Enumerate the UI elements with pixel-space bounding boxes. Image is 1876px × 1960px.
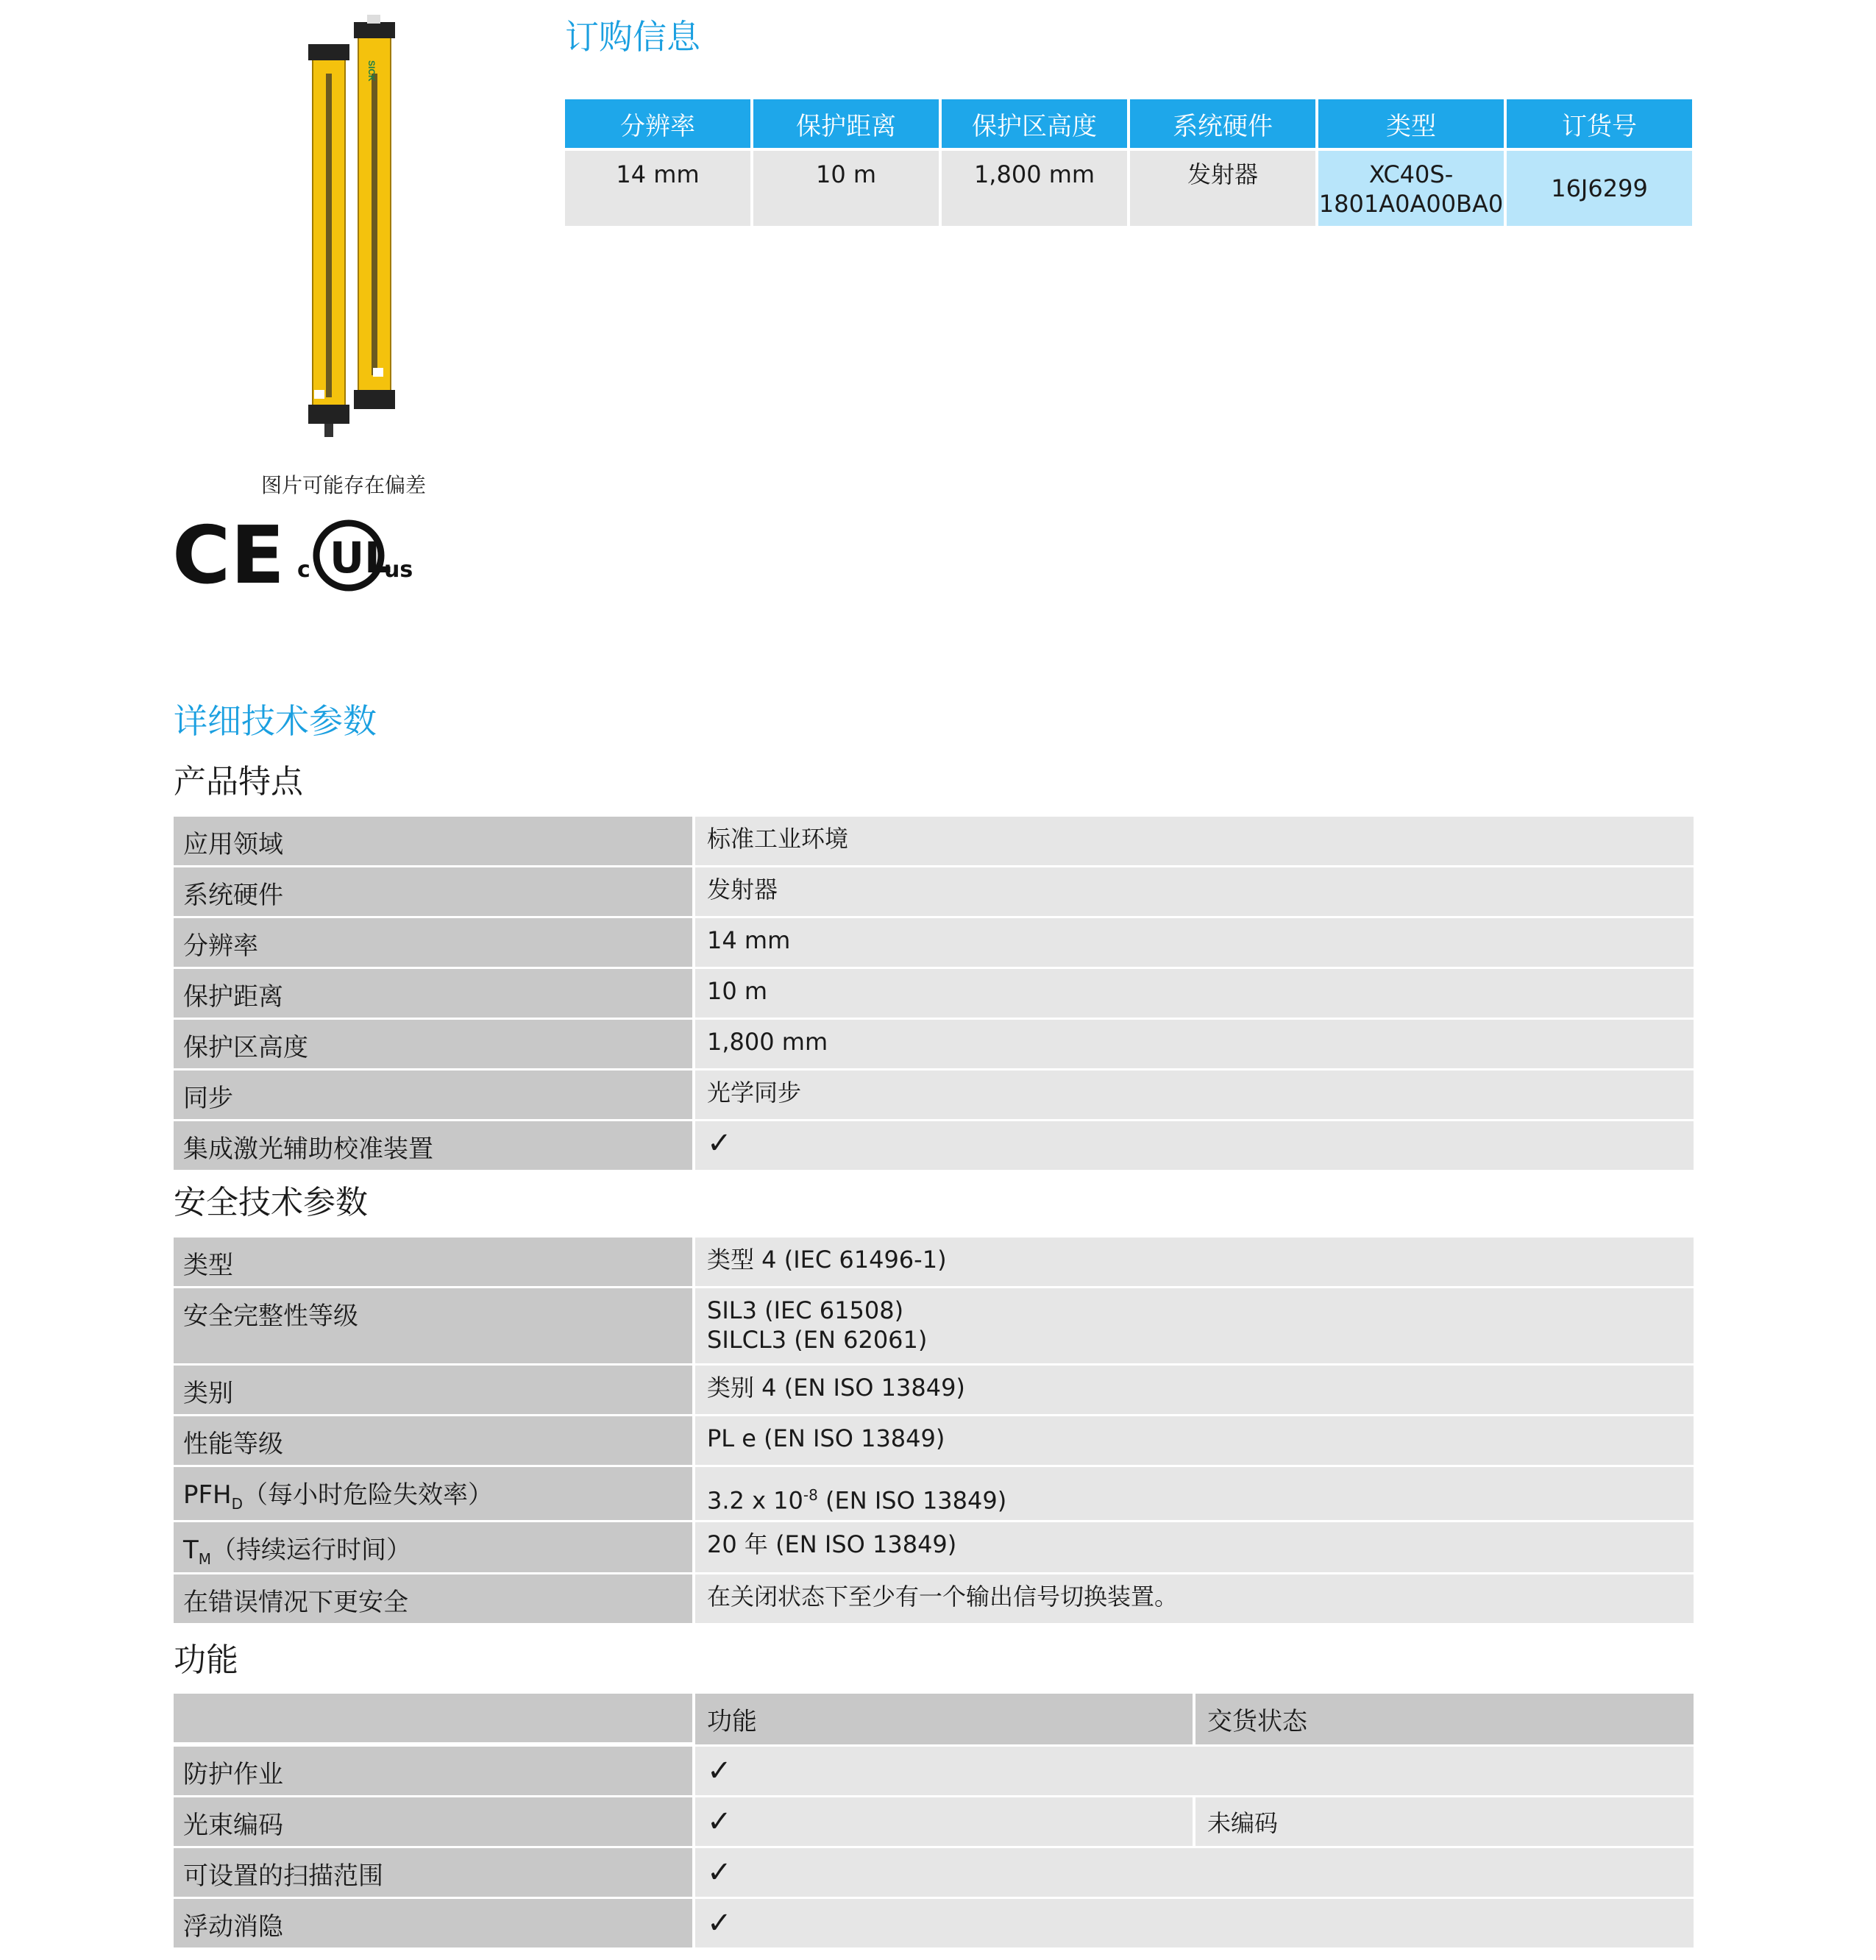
image-caption: 图片可能存在偏差 [261, 473, 427, 497]
features-title: 产品特点 [174, 763, 303, 800]
details-title: 详细技术参数 [174, 701, 377, 741]
table-row [174, 1238, 1694, 1286]
spec-label: PFH [183, 1480, 232, 1510]
order-header-hardware: 系统硬件 [1130, 99, 1315, 148]
order-header-type: 类型 [1318, 99, 1504, 148]
table-header-row [174, 1694, 1694, 1744]
delivery-state [1193, 1899, 1694, 1947]
brand-label: SICK [366, 60, 377, 82]
order-cell-hardware: 发射器 [1130, 151, 1315, 226]
spec-value: 10 m [695, 969, 1694, 1018]
check-icon: ✓ [707, 1126, 732, 1160]
order-cell-height: 1,800 mm [942, 151, 1127, 226]
table-row [174, 867, 1694, 916]
function-label: 光束编码 [174, 1797, 692, 1846]
product-image [291, 15, 423, 441]
spec-value: 在关闭状态下至少有一个输出信号切换装置。 [695, 1574, 1694, 1623]
spec-label: 性能等级 [174, 1416, 692, 1465]
order-header-range: 保护距离 [753, 99, 939, 148]
table-row [174, 1848, 1694, 1897]
delivery-state [1193, 1747, 1694, 1795]
ce-mark: CE [172, 515, 285, 596]
spec-label: 安全完整性等级 [174, 1288, 692, 1363]
table-row [174, 1747, 1694, 1795]
spec-value: 光学同步 [695, 1070, 1694, 1119]
spec-value: 标准工业环境 [695, 817, 1694, 865]
safety-title: 安全技术参数 [174, 1184, 368, 1221]
table-row [174, 969, 1694, 1018]
check-icon: ✓ [707, 1754, 732, 1788]
table-row [174, 1522, 1694, 1572]
order-cell-resolution: 14 mm [565, 151, 750, 226]
features-table [174, 817, 1694, 1172]
safety-table [174, 1238, 1694, 1625]
functions-title: 功能 [174, 1641, 238, 1679]
spec-label: 应用领域 [174, 817, 692, 865]
spec-value: SILCL3 (EN 62061) [707, 1326, 928, 1354]
check-icon: ✓ [707, 1906, 732, 1940]
spec-value: SIL3 (IEC 61508) [707, 1296, 904, 1324]
spec-label: 保护区高度 [174, 1020, 692, 1068]
delivery-state [1193, 1848, 1694, 1897]
spec-label: 分辨率 [174, 918, 692, 967]
spec-label: 保护距离 [174, 969, 692, 1018]
spec-label-sub: D [231, 1494, 244, 1513]
order-cell-type: XC40S- 1801A0A00BA0 [1318, 151, 1504, 226]
spec-value: 20 年 (EN ISO 13849) [695, 1522, 1694, 1572]
spec-value: 发射器 [695, 867, 1694, 916]
function-label: 防护作业 [174, 1747, 692, 1795]
table-row [174, 1366, 1694, 1414]
spec-label: T [183, 1535, 199, 1565]
spec-value: 类型 4 (IEC 61496-1) [695, 1238, 1694, 1286]
spec-label-rest: （每小时危险失效率） [243, 1480, 494, 1510]
table-row [174, 1070, 1694, 1119]
functions-table [174, 1694, 1694, 1950]
spec-label-sub: M [198, 1549, 212, 1568]
order-header-height: 保护区高度 [942, 99, 1127, 148]
check-icon: ✓ [707, 1856, 732, 1889]
spec-label: 类别 [174, 1366, 692, 1414]
ul-mark: UL [330, 533, 392, 583]
order-header-resolution: 分辨率 [565, 99, 750, 148]
ordering-table [565, 99, 1694, 226]
ordering-title: 订购信息 [565, 17, 700, 57]
function-label: 浮动消隐 [174, 1899, 692, 1947]
spec-value: 3.2 x 10 [707, 1486, 803, 1515]
table-row [174, 817, 1694, 865]
spec-label: 类型 [174, 1238, 692, 1286]
table-row [174, 1288, 1694, 1363]
order-cell-part-no[interactable]: 16J6299 [1507, 151, 1692, 226]
spec-value: 类别 4 (EN ISO 13849) [695, 1366, 1694, 1414]
delivery-state: 未编码 [1195, 1797, 1694, 1846]
column-header-function: 功能 [695, 1694, 1193, 1744]
function-label: 可设置的扫描范围 [174, 1848, 692, 1897]
spec-value-sup: -8 [803, 1486, 818, 1504]
ul-mark-us: us [384, 557, 413, 583]
check-icon: ✓ [707, 1805, 732, 1839]
spec-label-rest: （持续运行时间） [211, 1535, 412, 1565]
order-cell-range: 10 m [753, 151, 939, 226]
certification-logos [172, 515, 422, 596]
spec-label: 在错误情况下更安全 [174, 1574, 692, 1623]
spec-value: 14 mm [695, 918, 1694, 967]
spec-value-rest: (EN ISO 13849) [817, 1486, 1007, 1515]
table-row [174, 1416, 1694, 1465]
column-header-delivery: 交货状态 [1195, 1694, 1694, 1744]
table-row [174, 1899, 1694, 1947]
order-header-part-no: 订货号 [1507, 99, 1692, 148]
ul-mark-c: c [297, 557, 310, 583]
spec-label: 集成激光辅助校准装置 [174, 1121, 692, 1170]
table-row [174, 918, 1694, 967]
table-row [174, 1574, 1694, 1623]
spec-value: PL e (EN ISO 13849) [695, 1416, 1694, 1465]
spec-value: 1,800 mm [695, 1020, 1694, 1068]
spec-label: 系统硬件 [174, 867, 692, 916]
table-row [174, 1020, 1694, 1068]
table-row [174, 1121, 1694, 1170]
table-row [174, 1467, 1694, 1520]
spec-label: 同步 [174, 1070, 692, 1119]
table-row [174, 1797, 1694, 1846]
